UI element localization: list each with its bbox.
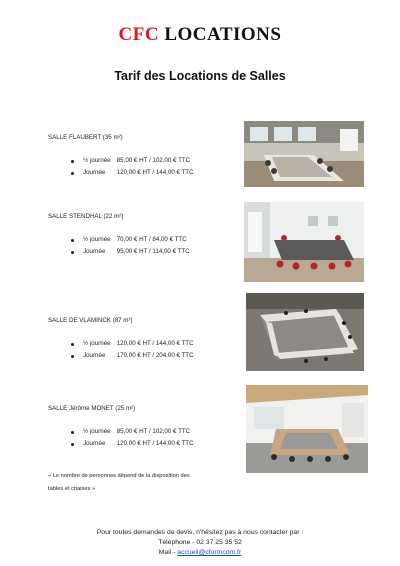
room-monet — [48, 405, 238, 450]
room-name: SALLE DE VLAMINCK (87 m²) — [48, 317, 133, 324]
contact-block — [0, 528, 400, 558]
rate-full-day: Journée 170,00 € HT / 204,00 € TTC — [48, 350, 238, 362]
salle-flaubert-photo — [244, 121, 364, 187]
rate-list — [48, 338, 238, 362]
rate-half-day: ½ journée 85,00 € HT / 102,00 € TTC — [48, 426, 238, 438]
salle-stendhal-photo — [244, 202, 364, 282]
brand-logo — [0, 24, 400, 46]
capacity-note: « Le nombre de personnes dépend de la disposition des tables et chaises » — [48, 473, 190, 492]
room-vlaminck — [48, 317, 238, 362]
room-name: SALLE FLAUBERT (35 m²) — [48, 134, 123, 141]
rate-list — [48, 155, 238, 179]
rate-half-day: ½ journée 70,00 € HT / 84,00 € TTC — [48, 234, 238, 246]
page-title: Tarif des Locations de Salles — [114, 69, 286, 83]
contact-phone: Téléphone - 02 37 25 35 52 — [158, 539, 242, 546]
contact-mail: Mail - accueil@cformcom.fr — [158, 549, 242, 556]
room-name: SALLE STENDHAL (22 m²) — [48, 213, 124, 220]
salle-monet-photo — [246, 385, 368, 473]
rate-list — [48, 234, 238, 258]
email-link[interactable]: accueil@cformcom.fr — [177, 549, 242, 556]
contact-intro: Pour toutes demandes de devis, n'hésitez pas à nous contacter par : — [96, 529, 304, 536]
rate-half-day: ½ journée 120,00 € HT / 144,00 € TTC — [48, 338, 238, 350]
rate-half-day: ½ journée 85,00 € HT / 102,00 € TTC — [48, 155, 238, 167]
brand-part-locations: LOCATIONS — [164, 24, 282, 45]
room-name: SALLE Jérôme MONET (25 m²) — [48, 405, 136, 412]
rate-list — [48, 426, 238, 450]
rate-full-day: Journée 120,00 € HT / 144,00 € TTC — [48, 167, 238, 179]
brand-part-cfc: CFC — [118, 24, 160, 45]
rate-full-day: Journée 120,00 € HT / 144,00 € TTC — [48, 438, 238, 450]
room-stendhal — [48, 213, 238, 258]
salle-vlaminck-photo — [246, 293, 364, 371]
room-flaubert — [48, 134, 238, 179]
rate-full-day: Journée 95,00 € HT / 114,00 € TTC — [48, 246, 238, 258]
